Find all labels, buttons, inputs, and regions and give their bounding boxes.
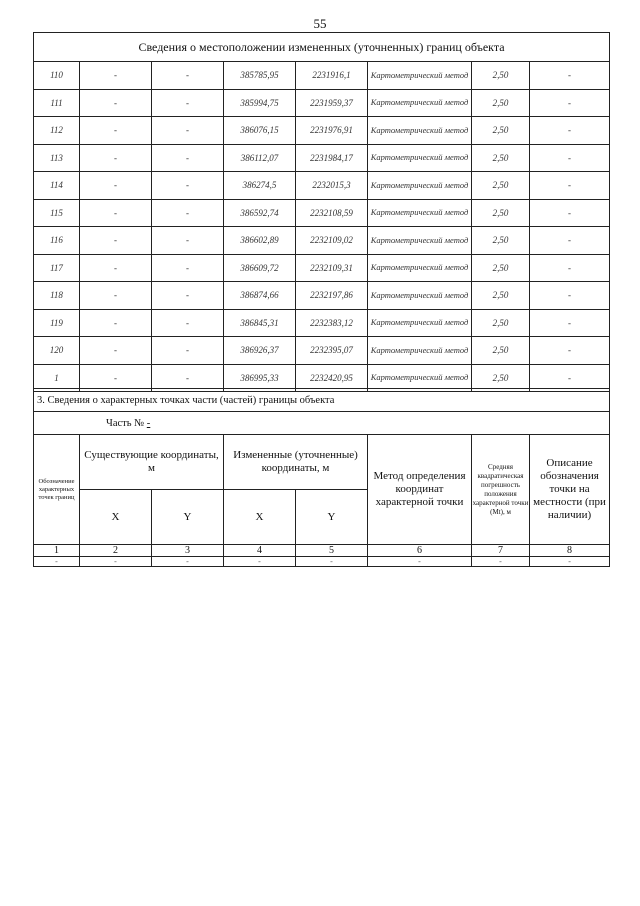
description-cell: - (530, 364, 610, 392)
point-number-cell: 1 (34, 364, 80, 392)
existing-y-cell: - (152, 62, 224, 90)
changed-y-cell: 2232197,86 (296, 282, 368, 310)
description-cell: - (530, 227, 610, 255)
header-existing-coords: Существующие координаты, м (80, 435, 224, 490)
part-points-table (33, 388, 610, 567)
point-number-cell: 114 (34, 172, 80, 200)
table-row (34, 62, 610, 90)
changed-y-cell: 2232109,02 (296, 227, 368, 255)
table-row (34, 282, 610, 310)
section-title: Сведения о местоположении измененных (уточненных) границ объекта (34, 33, 610, 62)
point-number-cell: 111 (34, 89, 80, 117)
changed-y-cell: 2231976,91 (296, 117, 368, 145)
point-number-cell: 110 (34, 62, 80, 90)
accuracy-cell: 2,50 (472, 364, 530, 392)
column-number: 6 (368, 545, 472, 557)
header-existing-x: X (80, 490, 152, 545)
existing-x-cell: - (80, 227, 152, 255)
empty-cell: - (472, 557, 530, 567)
changed-x-cell: 386874,66 (224, 282, 296, 310)
empty-cell: - (224, 557, 296, 567)
empty-cell: - (152, 557, 224, 567)
changed-x-cell: 386076,15 (224, 117, 296, 145)
empty-cell: - (368, 557, 472, 567)
accuracy-cell: 2,50 (472, 62, 530, 90)
changed-x-cell: 386995,33 (224, 364, 296, 392)
empty-cell: - (34, 557, 80, 567)
method-cell: Картометрический метод (368, 337, 472, 365)
header-existing-y: Y (152, 490, 224, 545)
table-row (34, 144, 610, 172)
method-cell: Картометрический метод (368, 172, 472, 200)
column-number: 7 (472, 545, 530, 557)
column-number: 8 (530, 545, 610, 557)
existing-y-cell: - (152, 337, 224, 365)
header-changed-coords: Измененные (уточненные) координаты, м (224, 435, 368, 490)
changed-x-cell: 385785,95 (224, 62, 296, 90)
existing-y-cell: - (152, 89, 224, 117)
header-method: Метод определения координат характерной точки (368, 435, 472, 545)
changed-x-cell: 386845,31 (224, 309, 296, 337)
point-number-cell: 117 (34, 254, 80, 282)
existing-y-cell: - (152, 199, 224, 227)
changed-x-cell: 386112,07 (224, 144, 296, 172)
header-description: Описание обозначения точки на местности (при наличии) (530, 435, 610, 545)
existing-x-cell: - (80, 337, 152, 365)
method-cell: Картометрический метод (368, 254, 472, 282)
changed-x-cell: 386274,5 (224, 172, 296, 200)
changed-x-cell: 385994,75 (224, 89, 296, 117)
description-cell: - (530, 172, 610, 200)
existing-x-cell: - (80, 309, 152, 337)
method-cell: Картометрический метод (368, 144, 472, 172)
description-cell: - (530, 89, 610, 117)
part-value: - (146, 417, 151, 429)
part-number-row (34, 412, 610, 435)
accuracy-cell: 2,50 (472, 89, 530, 117)
accuracy-cell: 2,50 (472, 144, 530, 172)
accuracy-cell: 2,50 (472, 337, 530, 365)
existing-y-cell: - (152, 254, 224, 282)
existing-y-cell: - (152, 172, 224, 200)
accuracy-cell: 2,50 (472, 254, 530, 282)
description-cell: - (530, 144, 610, 172)
method-cell: Картометрический метод (368, 62, 472, 90)
accuracy-cell: 2,50 (472, 172, 530, 200)
column-number: 2 (80, 545, 152, 557)
point-number-cell: 115 (34, 199, 80, 227)
table-row (34, 89, 610, 117)
existing-x-cell: - (80, 282, 152, 310)
existing-x-cell: - (80, 89, 152, 117)
description-cell: - (530, 199, 610, 227)
changed-boundary-table (33, 32, 610, 392)
changed-x-cell: 386602,89 (224, 227, 296, 255)
existing-y-cell: - (152, 227, 224, 255)
changed-y-cell: 2232015,3 (296, 172, 368, 200)
changed-y-cell: 2232108,59 (296, 199, 368, 227)
column-number: 5 (296, 545, 368, 557)
table-row (34, 337, 610, 365)
changed-y-cell: 2231916,1 (296, 62, 368, 90)
description-cell: - (530, 282, 610, 310)
column-number: 4 (224, 545, 296, 557)
table-row (34, 172, 610, 200)
changed-x-cell: 386609,72 (224, 254, 296, 282)
changed-y-cell: 2232109,31 (296, 254, 368, 282)
existing-x-cell: - (80, 117, 152, 145)
table-row (34, 227, 610, 255)
existing-y-cell: - (152, 144, 224, 172)
description-cell: - (530, 62, 610, 90)
section3-title: 3. Сведения о характерных точках части (частей) границы объекта (34, 389, 610, 412)
description-cell: - (530, 337, 610, 365)
header-accuracy: Средняя квадратическая погрешность положения характерной точки (Mt), м (472, 435, 530, 545)
existing-x-cell: - (80, 144, 152, 172)
empty-cell: - (296, 557, 368, 567)
method-cell: Картометрический метод (368, 364, 472, 392)
table-row (34, 199, 610, 227)
existing-y-cell: - (152, 282, 224, 310)
existing-x-cell: - (80, 172, 152, 200)
table-row (34, 309, 610, 337)
description-cell: - (530, 117, 610, 145)
accuracy-cell: 2,50 (472, 309, 530, 337)
method-cell: Картометрический метод (368, 282, 472, 310)
accuracy-cell: 2,50 (472, 199, 530, 227)
existing-x-cell: - (80, 199, 152, 227)
table-row (34, 254, 610, 282)
method-cell: Картометрический метод (368, 309, 472, 337)
changed-x-cell: 386592,74 (224, 199, 296, 227)
existing-y-cell: - (152, 364, 224, 392)
table-row (34, 117, 610, 145)
header-changed-x: X (224, 490, 296, 545)
header-changed-y: Y (296, 490, 368, 545)
point-number-cell: 118 (34, 282, 80, 310)
description-cell: - (530, 309, 610, 337)
empty-cell: - (530, 557, 610, 567)
description-cell: - (530, 254, 610, 282)
accuracy-cell: 2,50 (472, 282, 530, 310)
accuracy-cell: 2,50 (472, 117, 530, 145)
method-cell: Картометрический метод (368, 199, 472, 227)
page-number: 55 (313, 16, 327, 31)
changed-y-cell: 2232383,12 (296, 309, 368, 337)
point-number-cell: 113 (34, 144, 80, 172)
point-number-cell: 119 (34, 309, 80, 337)
method-cell: Картометрический метод (368, 117, 472, 145)
changed-y-cell: 2232420,95 (296, 364, 368, 392)
changed-x-cell: 386926,37 (224, 337, 296, 365)
existing-y-cell: - (152, 309, 224, 337)
point-number-cell: 116 (34, 227, 80, 255)
changed-y-cell: 2232395,07 (296, 337, 368, 365)
header-point-designation: Обозначение характерных точек границ (34, 435, 80, 545)
changed-y-cell: 2231984,17 (296, 144, 368, 172)
part-label: Часть № (106, 417, 145, 429)
existing-x-cell: - (80, 364, 152, 392)
point-number-cell: 120 (34, 337, 80, 365)
existing-y-cell: - (152, 117, 224, 145)
method-cell: Картометрический метод (368, 89, 472, 117)
existing-x-cell: - (80, 254, 152, 282)
existing-x-cell: - (80, 62, 152, 90)
empty-cell: - (80, 557, 152, 567)
column-number: 3 (152, 545, 224, 557)
changed-y-cell: 2231959,37 (296, 89, 368, 117)
column-number: 1 (34, 545, 80, 557)
accuracy-cell: 2,50 (472, 227, 530, 255)
point-number-cell: 112 (34, 117, 80, 145)
method-cell: Картометрический метод (368, 227, 472, 255)
